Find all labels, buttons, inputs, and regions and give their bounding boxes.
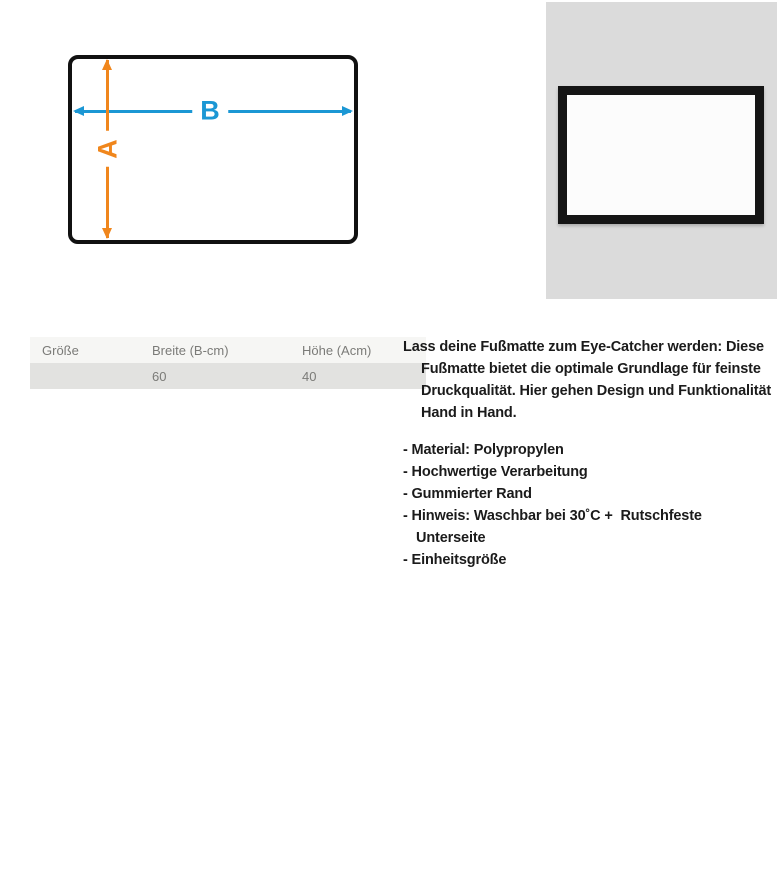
feature-item: - Gummierter Rand: [403, 486, 532, 502]
product-photo-panel: [546, 2, 777, 299]
doormat-image: [558, 86, 764, 224]
feature-item: - Hinweis: Waschbar bei 30˚C + Rutschfeste: [403, 508, 702, 524]
size-table-header-row: [30, 337, 426, 363]
size-table-row: [30, 363, 426, 389]
paragraph-line: Fußmatte bietet die optimale Grundlage für feinste: [421, 361, 761, 377]
size-cell-groesse: [30, 363, 140, 389]
description-paragraph: [403, 336, 777, 424]
size-cell-breite: 60: [152, 368, 167, 384]
width-label: B: [192, 96, 228, 127]
size-cell-hoehe: 40: [302, 368, 317, 384]
size-table-header-hoehe: Höhe (Acm): [302, 342, 372, 358]
paragraph-line: Druckqualität. Hier gehen Design und Funktionalität: [421, 383, 772, 399]
size-table: [30, 337, 426, 389]
size-table-header-groesse: Größe: [42, 342, 79, 358]
paragraph-line: Lass deine Fußmatte zum Eye-Catcher werden: Diese: [403, 339, 764, 355]
feature-item: - Hochwertige Verarbeitung: [403, 464, 588, 480]
product-description: [403, 336, 777, 571]
dimension-diagram: [68, 55, 358, 244]
feature-item: - Einheitsgröße: [403, 552, 507, 568]
feature-item-continuation: Unterseite: [416, 530, 486, 546]
height-label: A: [93, 131, 124, 167]
feature-list: [403, 439, 777, 571]
feature-item: - Material: Polypropylen: [403, 442, 564, 458]
size-table-header-breite: Breite (B-cm): [152, 342, 229, 358]
paragraph-line: Hand in Hand.: [421, 405, 517, 421]
